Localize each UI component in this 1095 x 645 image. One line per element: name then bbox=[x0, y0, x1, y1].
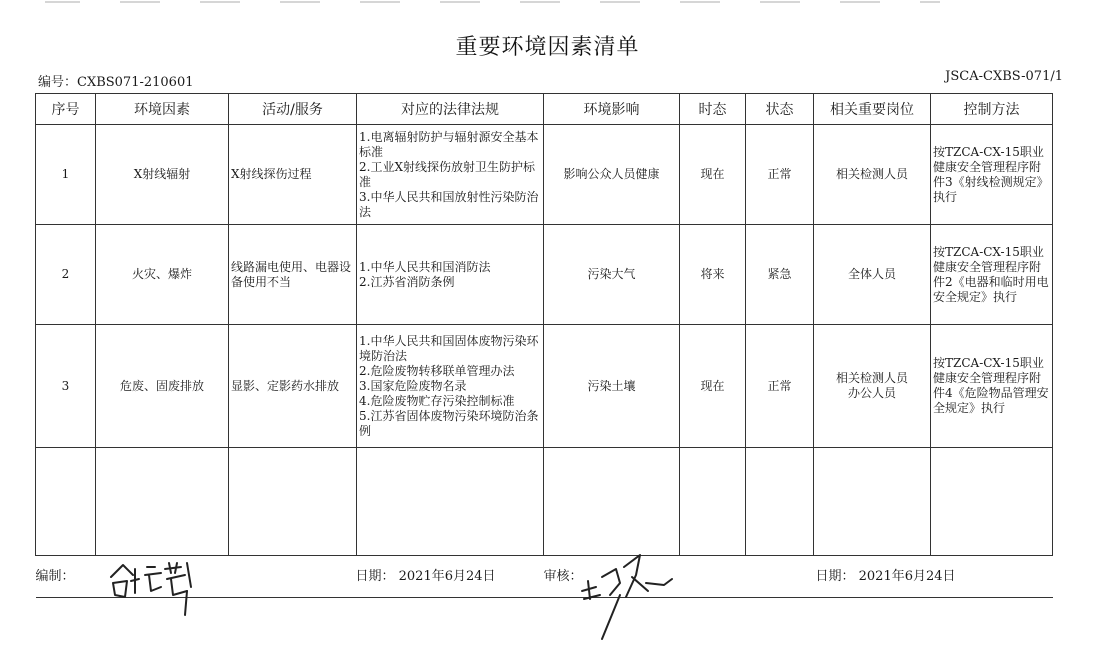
review-label: 审核： bbox=[543, 569, 583, 584]
environment-factors-table bbox=[35, 93, 1053, 598]
row-factor: 危废、固废排放 bbox=[96, 325, 229, 448]
row-impact: 影响公众人员健康 bbox=[544, 125, 680, 225]
post-item: 相关检测人员 bbox=[835, 371, 908, 385]
row-no: 2 bbox=[36, 225, 96, 325]
post-item: 全体人员 bbox=[847, 267, 896, 281]
row-tense: 现在 bbox=[680, 125, 746, 225]
table-row bbox=[36, 225, 1053, 325]
row-tense: 将来 bbox=[680, 225, 746, 325]
law-item: 3.国家危险废物名录 bbox=[359, 378, 467, 393]
row-posts bbox=[814, 325, 931, 448]
row-activity: X射线探伤过程 bbox=[229, 125, 357, 225]
law-item: 5.江苏省固体废物污染环境防治条例 bbox=[359, 408, 539, 438]
row-status: 紧急 bbox=[746, 225, 814, 325]
compiler-signature bbox=[105, 557, 205, 617]
empty-cell bbox=[746, 448, 814, 556]
row-impact: 污染土壤 bbox=[544, 325, 680, 448]
header-impact: 环境影响 bbox=[544, 94, 680, 125]
law-item: 1.电离辐射防护与辐射源安全基本标准 bbox=[359, 129, 539, 159]
row-factor: X射线辐射 bbox=[96, 125, 229, 225]
header-factor: 环境因素 bbox=[96, 94, 229, 125]
row-no: 1 bbox=[36, 125, 96, 225]
empty-cell bbox=[357, 448, 544, 556]
table-row bbox=[36, 125, 1053, 225]
empty-cell bbox=[680, 448, 746, 556]
row-control: 按TZCA-CX-15职业健康安全管理程序附件3《射线检测规定》执行 bbox=[931, 125, 1053, 225]
header-control: 控制方法 bbox=[931, 94, 1053, 125]
row-status: 正常 bbox=[746, 125, 814, 225]
row-status: 正常 bbox=[746, 325, 814, 448]
post-item: 相关检测人员 bbox=[835, 167, 908, 181]
row-activity: 线路漏电使用、电器设备使用不当 bbox=[229, 225, 357, 325]
header-row bbox=[36, 94, 1053, 125]
header-activity: 活动/服务 bbox=[229, 94, 357, 125]
empty-cell bbox=[814, 448, 931, 556]
header-status: 状态 bbox=[746, 94, 814, 125]
row-control: 按TZCA-CX-15职业健康安全管理程序附件2《电器和临时用电安全规定》执行 bbox=[931, 225, 1053, 325]
row-posts bbox=[814, 125, 931, 225]
row-laws bbox=[357, 325, 544, 448]
row-control: 按TZCA-CX-15职业健康安全管理程序附件4《危险物品管理安全规定》执行 bbox=[931, 325, 1053, 448]
empty-cell bbox=[544, 448, 680, 556]
scan-edge-dashes bbox=[0, 0, 1095, 14]
law-item: 2.危险废物转移联单管理办法 bbox=[359, 363, 515, 378]
header-tense: 时态 bbox=[680, 94, 746, 125]
law-item: 4.危险废物贮存污染控制标准 bbox=[359, 393, 515, 408]
document-title: 重要环境因素清单 bbox=[455, 35, 640, 60]
row-laws bbox=[357, 225, 544, 325]
reviewer-signature bbox=[580, 547, 700, 642]
header-posts: 相关重要岗位 bbox=[814, 94, 931, 125]
empty-cell bbox=[96, 448, 229, 556]
law-item: 3.中华人民共和国放射性污染防治法 bbox=[359, 189, 539, 219]
table-row-empty bbox=[36, 448, 1053, 556]
compiled-label: 编制： bbox=[35, 569, 75, 584]
compiled-date: 日期： 2021年6月24日 bbox=[355, 569, 496, 584]
row-activity: 显影、定影药水排放 bbox=[229, 325, 357, 448]
review-date: 日期： 2021年6月24日 bbox=[815, 569, 956, 584]
table-row bbox=[36, 325, 1053, 448]
empty-cell bbox=[931, 448, 1053, 556]
header-no: 序号 bbox=[36, 94, 96, 125]
empty-cell bbox=[229, 448, 357, 556]
law-item: 2.江苏省消防条例 bbox=[359, 274, 455, 289]
law-item: 1.中华人民共和国消防法 bbox=[359, 259, 491, 274]
row-no: 3 bbox=[36, 325, 96, 448]
law-item: 2.工业X射线探伤放射卫生防护标准 bbox=[359, 159, 535, 189]
post-item: 办公人员 bbox=[847, 386, 896, 400]
law-item: 1.中华人民共和国固体废物污染环境防治法 bbox=[359, 333, 539, 363]
form-code: JSCA-CXBS-071/1 bbox=[945, 69, 1063, 84]
document-number: 编号：CXBS071-210601 bbox=[38, 75, 194, 90]
header-laws: 对应的法律法规 bbox=[357, 94, 544, 125]
row-impact: 污染大气 bbox=[544, 225, 680, 325]
row-posts bbox=[814, 225, 931, 325]
row-tense: 现在 bbox=[680, 325, 746, 448]
empty-cell bbox=[36, 448, 96, 556]
row-factor: 火灾、爆炸 bbox=[96, 225, 229, 325]
row-laws bbox=[357, 125, 544, 225]
